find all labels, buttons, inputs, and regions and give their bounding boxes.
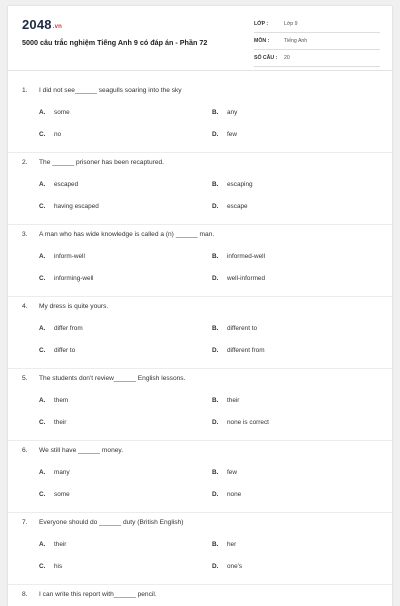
option-letter: B.: [212, 109, 219, 116]
option-text: some: [54, 109, 70, 116]
option-text: none is correct: [227, 419, 269, 426]
option-text: escape: [227, 203, 248, 210]
option-c[interactable]: [39, 491, 70, 498]
option-c[interactable]: [39, 275, 93, 282]
option-a[interactable]: [39, 325, 83, 332]
option-letter: D.: [212, 563, 219, 570]
question-text: [22, 375, 185, 382]
option-text: one's: [227, 563, 243, 570]
option-a[interactable]: [39, 253, 85, 260]
meta-key: MÔN :: [254, 38, 270, 44]
question-item: [8, 440, 392, 513]
option-text: differ to: [54, 347, 76, 354]
question-number: 1.: [22, 87, 28, 94]
question-text: [22, 519, 183, 526]
option-text: informed-well: [227, 253, 266, 260]
option-b[interactable]: [212, 109, 237, 116]
option-letter: C.: [39, 203, 46, 210]
option-letter: A.: [39, 181, 46, 188]
option-text: none: [227, 491, 242, 498]
option-letter: A.: [39, 325, 46, 332]
meta-row-count: [254, 50, 380, 67]
option-letter: C.: [39, 275, 46, 282]
option-letter: B.: [212, 541, 219, 548]
question-item: [8, 152, 392, 225]
option-b[interactable]: [212, 325, 257, 332]
question-stem: I did not see______ seagulls soaring into the sky: [39, 87, 182, 94]
option-text: some: [54, 491, 70, 498]
document-title: 5000 câu trắc nghiệm Tiếng Anh 9 có đáp án - Phần 72: [22, 38, 208, 47]
logo-tld: .vn: [52, 24, 63, 30]
meta-value: 20: [284, 55, 290, 61]
question-number: 4.: [22, 303, 28, 310]
meta-value: Tiếng Anh: [284, 38, 308, 44]
option-letter: A.: [39, 253, 46, 260]
question-stem: My dress is quite yours.: [39, 303, 109, 310]
option-c[interactable]: [39, 203, 99, 210]
option-d[interactable]: [212, 419, 269, 426]
option-letter: C.: [39, 563, 46, 570]
question-number: 2.: [22, 159, 28, 166]
option-text: different from: [227, 347, 265, 354]
question-text: [22, 231, 214, 238]
option-text: informing-well: [54, 275, 94, 282]
option-a[interactable]: [39, 109, 70, 116]
option-letter: C.: [39, 419, 46, 426]
site-logo[interactable]: [22, 17, 62, 32]
option-letter: A.: [39, 469, 46, 476]
option-letter: D.: [212, 419, 219, 426]
option-letter: A.: [39, 541, 46, 548]
option-letter: A.: [39, 109, 46, 116]
option-text: his: [54, 563, 63, 570]
option-c[interactable]: [39, 563, 62, 570]
document-header: [8, 6, 392, 71]
option-text: well-informed: [227, 275, 266, 282]
document-meta: [254, 16, 380, 67]
question-number: 5.: [22, 375, 28, 382]
option-b[interactable]: [212, 469, 237, 476]
option-text: them: [54, 397, 69, 404]
option-letter: D.: [212, 491, 219, 498]
question-number: 6.: [22, 447, 28, 454]
meta-key: SỐ CÂU :: [254, 55, 278, 61]
option-letter: D.: [212, 347, 219, 354]
option-text: many: [54, 469, 70, 476]
option-text: escaping: [227, 181, 253, 188]
option-text: their: [227, 397, 240, 404]
option-text: differ from: [54, 325, 83, 332]
option-d[interactable]: [212, 491, 241, 498]
option-letter: C.: [39, 131, 46, 138]
question-stem: The ______ prisoner has been recaptured.: [39, 159, 165, 166]
option-letter: C.: [39, 347, 46, 354]
question-item: [8, 296, 392, 369]
option-b[interactable]: [212, 253, 265, 260]
question-text: [22, 447, 123, 454]
option-letter: B.: [212, 181, 219, 188]
option-text: few: [227, 131, 237, 138]
option-letter: A.: [39, 397, 46, 404]
question-item: [8, 80, 392, 153]
option-a[interactable]: [39, 469, 70, 476]
meta-value: Lớp 9: [284, 21, 298, 27]
question-text: [22, 159, 164, 166]
question-text: [22, 591, 157, 598]
question-stem: We still have ______ money.: [39, 447, 124, 454]
option-text: inform-well: [54, 253, 85, 260]
option-text: their: [54, 541, 67, 548]
question-item: [8, 584, 392, 606]
option-a[interactable]: [39, 541, 66, 548]
option-d[interactable]: [212, 203, 248, 210]
question-text: [22, 303, 108, 310]
option-d[interactable]: [212, 131, 237, 138]
option-text: having escaped: [54, 203, 99, 210]
question-number: 7.: [22, 519, 28, 526]
option-b[interactable]: [212, 541, 236, 548]
question-item: [8, 368, 392, 441]
option-c[interactable]: [39, 419, 66, 426]
option-letter: D.: [212, 203, 219, 210]
question-text: [22, 87, 182, 94]
document-page: [8, 6, 392, 606]
option-text: different to: [227, 325, 258, 332]
option-letter: B.: [212, 469, 219, 476]
option-b[interactable]: [212, 181, 253, 188]
meta-row-subject: [254, 33, 380, 50]
option-letter: D.: [212, 131, 219, 138]
option-letter: B.: [212, 397, 219, 404]
option-c[interactable]: [39, 131, 61, 138]
question-stem: Everyone should do ______ duty (British English): [39, 519, 184, 526]
option-a[interactable]: [39, 181, 78, 188]
logo-text: 2048: [22, 17, 52, 32]
option-a[interactable]: [39, 397, 68, 404]
meta-key: LỚP :: [254, 21, 269, 27]
meta-row-class: [254, 16, 380, 33]
question-number: 8.: [22, 591, 28, 598]
option-d[interactable]: [212, 275, 265, 282]
option-letter: B.: [212, 253, 219, 260]
option-b[interactable]: [212, 397, 239, 404]
option-text: no: [54, 131, 62, 138]
question-stem: I can write this report with______ pencil.: [39, 591, 157, 598]
option-text: any: [227, 109, 238, 116]
question-number: 3.: [22, 231, 28, 238]
option-c[interactable]: [39, 347, 75, 354]
option-text: their: [54, 419, 67, 426]
option-text: escaped: [54, 181, 79, 188]
question-item: [8, 224, 392, 297]
option-letter: B.: [212, 325, 219, 332]
option-d[interactable]: [212, 347, 265, 354]
question-stem: A man who has wide knowledge is called a (n) ______ man.: [39, 231, 215, 238]
option-letter: D.: [212, 275, 219, 282]
option-letter: C.: [39, 491, 46, 498]
question-item: [8, 512, 392, 585]
option-text: her: [227, 541, 237, 548]
question-stem: The students don't review______ English lessons.: [39, 375, 186, 382]
option-text: few: [227, 469, 237, 476]
option-d[interactable]: [212, 563, 242, 570]
